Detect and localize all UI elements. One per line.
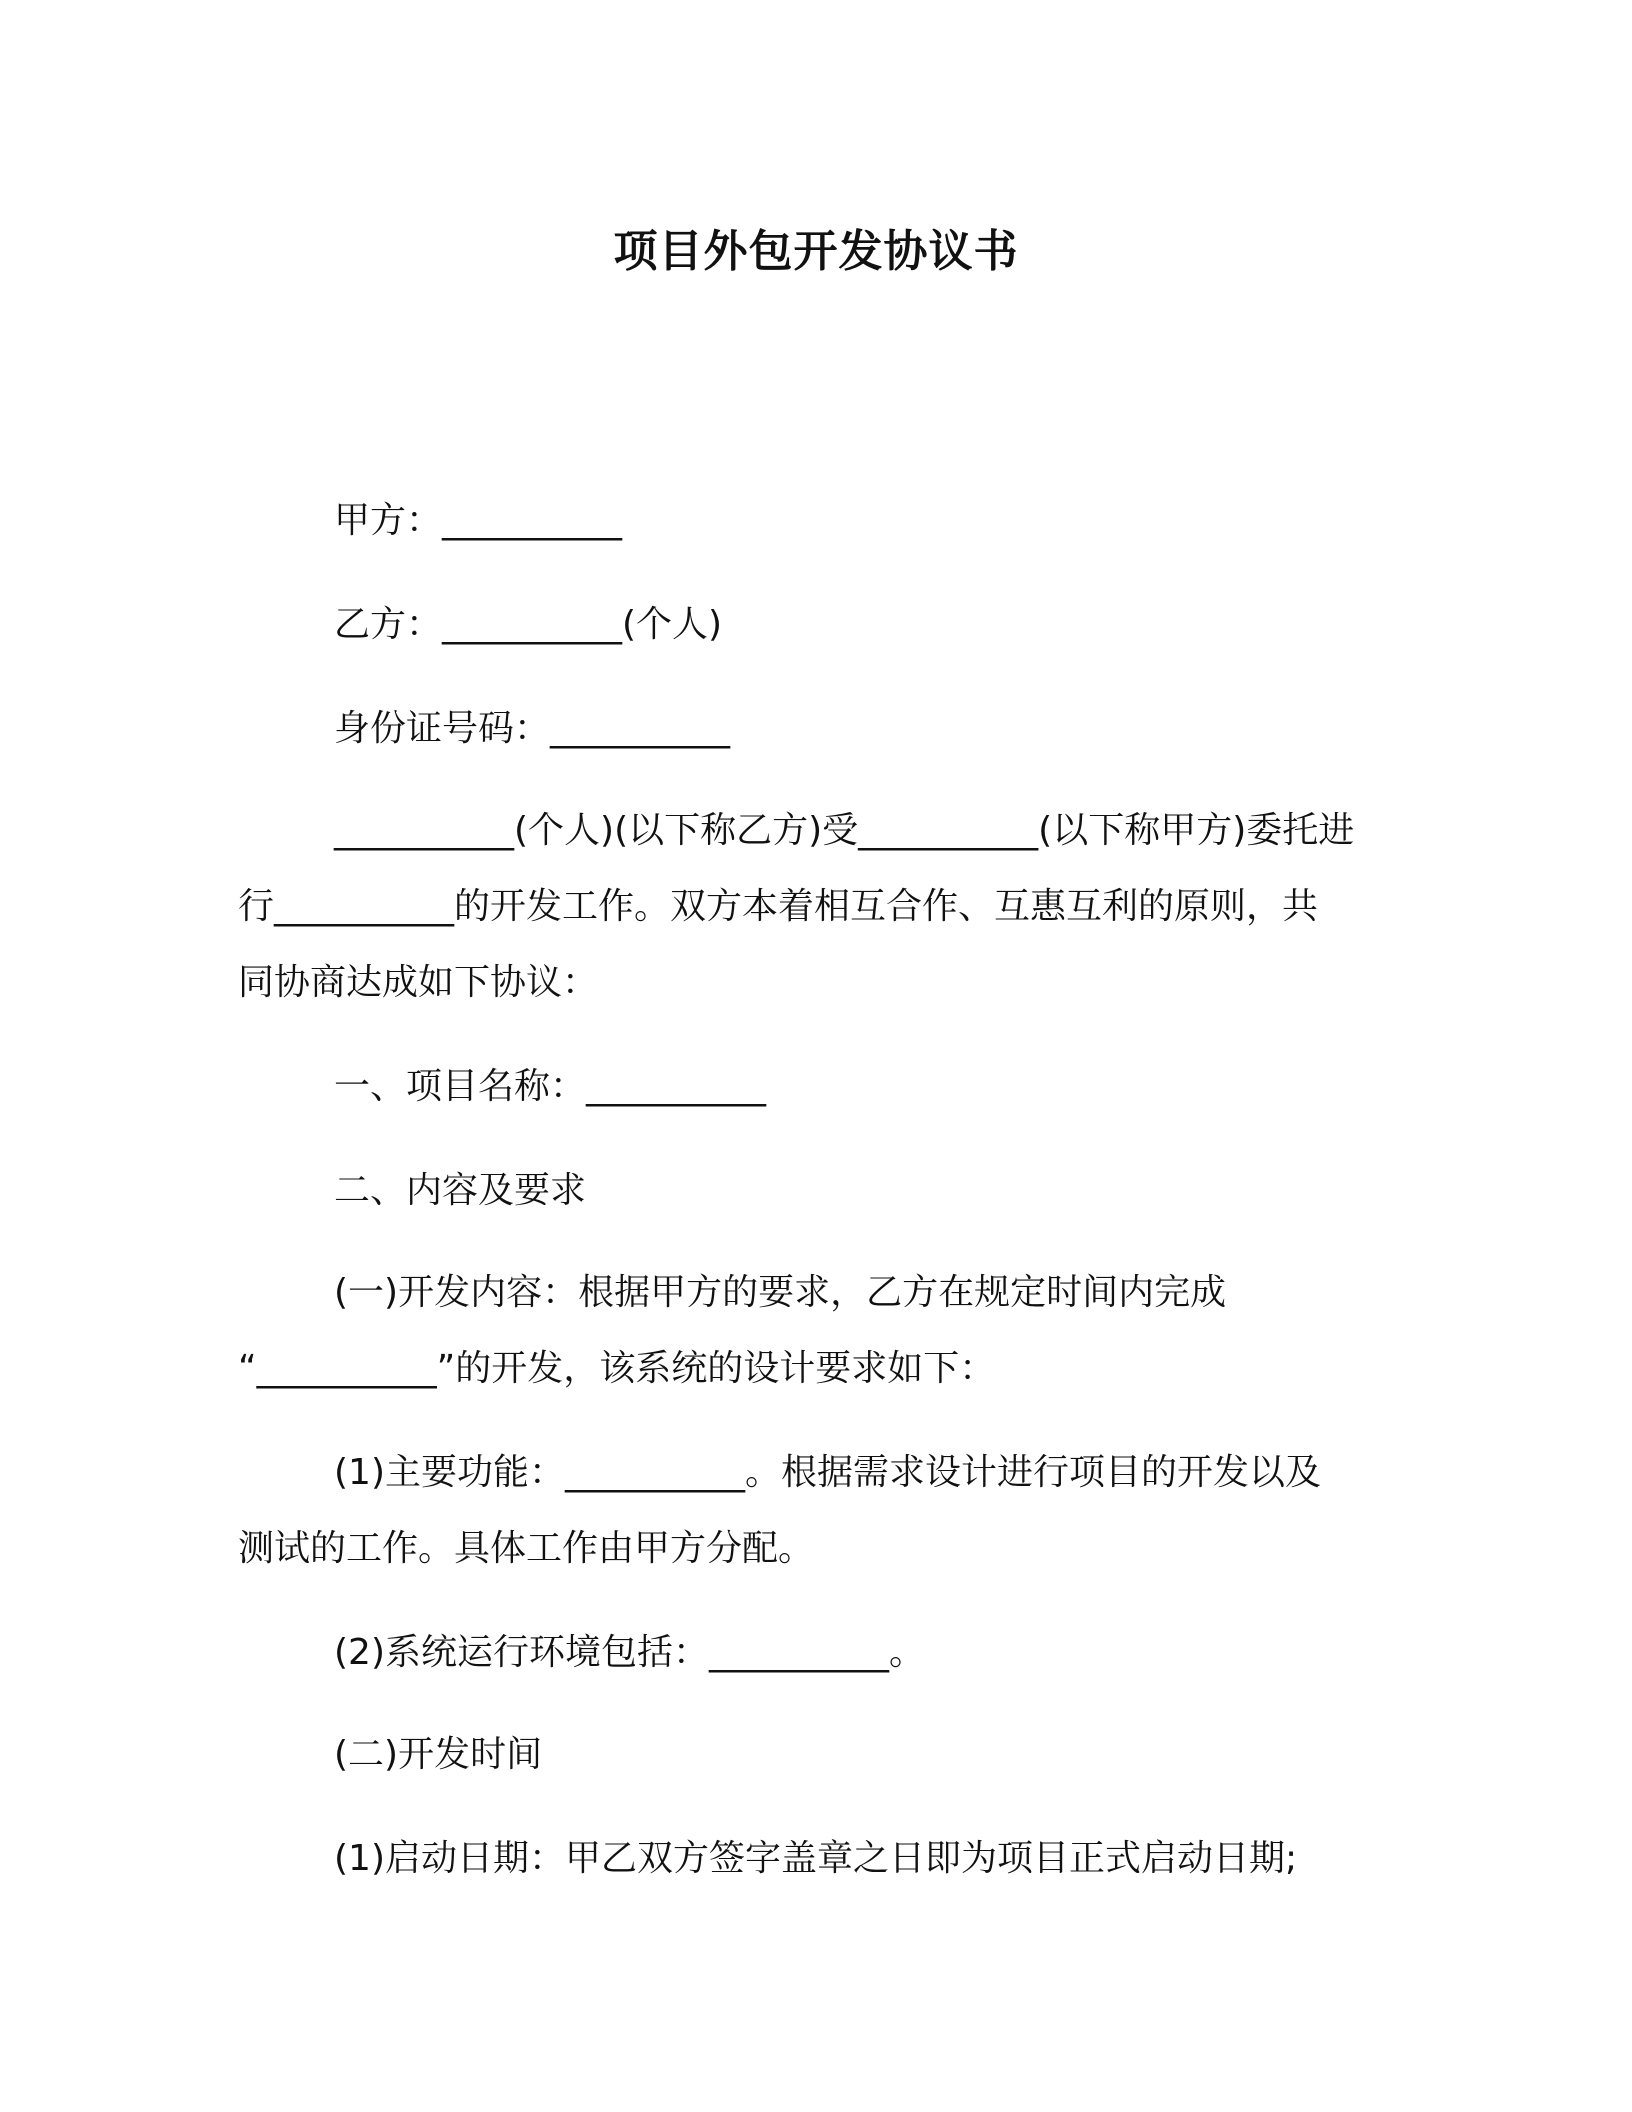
intro-paragraph-line-1: __________(个人)(以下称乙方)受__________(以下称甲方)委托进: [334, 810, 1355, 851]
dev-content-line-1: (一)开发内容：根据甲方的要求，乙方在规定时间内完成: [334, 1272, 1227, 1313]
start-date-line: (1)启动日期：甲乙双方签字盖章之日即为项目正式启动日期;: [334, 1838, 1298, 1879]
party-a-line: 甲方：__________: [334, 500, 623, 541]
dev-time-heading: (二)开发时间: [334, 1734, 543, 1775]
id-number-line: 身份证号码：__________: [334, 708, 731, 749]
intro-paragraph-line-3: 同协商达成如下协议：: [238, 962, 599, 1003]
runtime-environment-line: (2)系统运行环境包括：__________。: [334, 1632, 925, 1673]
section-content-requirements: 二、内容及要求: [334, 1170, 587, 1211]
document-title: 项目外包开发协议书: [613, 226, 1019, 277]
main-function-line-1: (1)主要功能：__________。根据需求设计进行项目的开发以及: [334, 1452, 1321, 1493]
section-project-name: 一、项目名称：__________: [334, 1066, 767, 1107]
intro-paragraph-line-2: 行__________的开发工作。双方本着相互合作、互惠互利的原则，共: [238, 886, 1319, 927]
dev-content-line-2: “__________”的开发，该系统的设计要求如下：: [238, 1348, 996, 1389]
party-b-line: 乙方：__________(个人): [334, 604, 723, 645]
main-function-line-2: 测试的工作。具体工作由甲方分配。: [238, 1528, 815, 1569]
